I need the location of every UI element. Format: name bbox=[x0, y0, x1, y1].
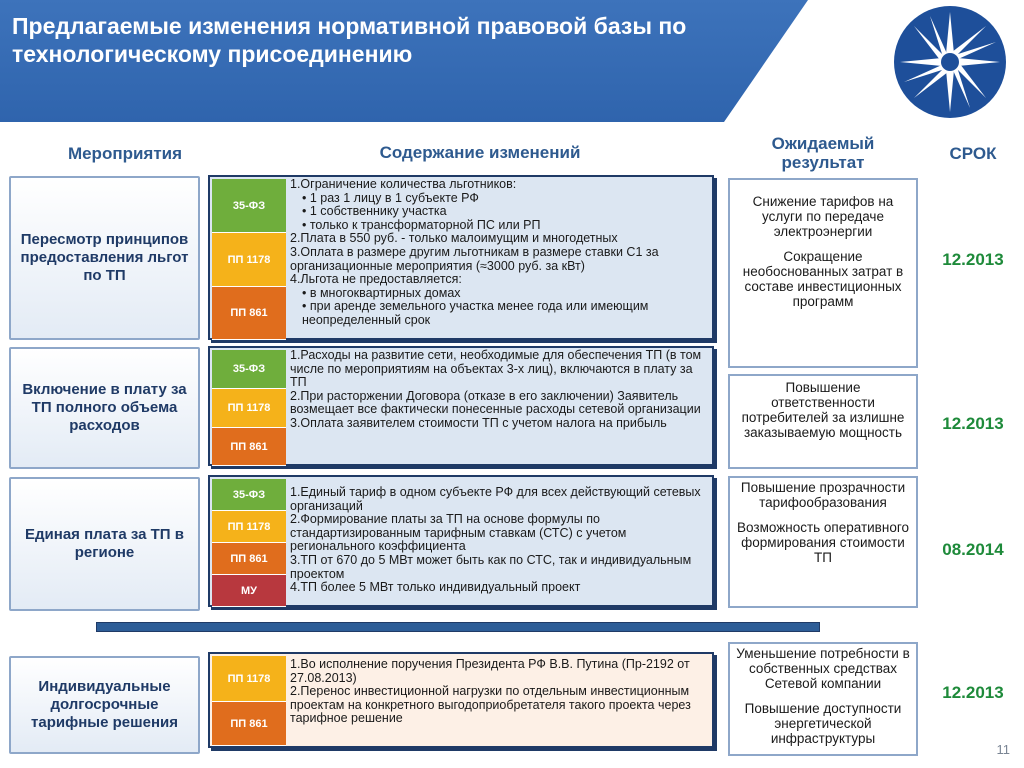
measure-box-2 bbox=[9, 347, 200, 469]
tag-mu: МУ bbox=[212, 575, 286, 607]
measure-label: Индивидуальные долгосрочные тарифные решения bbox=[31, 678, 178, 731]
tag-pp1178: ПП 1178 bbox=[212, 389, 286, 428]
content-line: • при аренде земельного участка менее года или имеющим неопределенный срок bbox=[302, 299, 649, 327]
measure-box-3 bbox=[9, 477, 200, 611]
tag-pp861: ПП 861 bbox=[212, 287, 286, 340]
content-text bbox=[288, 655, 710, 745]
content-text bbox=[288, 349, 710, 463]
section-divider bbox=[96, 622, 820, 632]
term-date-1: 12.2013 bbox=[942, 250, 1004, 269]
content-line: 1.Ограничение количества льготников: bbox=[290, 177, 517, 191]
result-text: Повышение доступности энергетической инфраструктуры bbox=[744, 701, 902, 746]
tag-column bbox=[212, 350, 286, 462]
result-box-4 bbox=[728, 642, 918, 756]
content-line: • 1 собственнику участка bbox=[302, 204, 447, 219]
slide-title: Предлагаемые изменения нормативной правовой базы по технологическому присоединению bbox=[12, 13, 687, 67]
page-number: 11 bbox=[996, 742, 1010, 757]
result-text: Снижение тарифов на услуги по передаче электроэнергии bbox=[752, 194, 894, 239]
result-box-1 bbox=[728, 178, 918, 368]
term-date-4: 12.2013 bbox=[942, 683, 1004, 702]
content-line: 1.Во исполнение поручения Президента РФ В.В. Путина (Пр-2192 от 27.08.2013) bbox=[290, 657, 690, 685]
tag-pp861: ПП 861 bbox=[212, 428, 286, 466]
tag-pp861: ПП 861 bbox=[212, 543, 286, 575]
content-line: 2.Перенос инвестиционной нагрузки по отдельным инвестиционным проектам на конкретного выгодоприобретателя такого проекта через тарифное решение bbox=[290, 684, 691, 726]
tag-pp1178: ПП 1178 bbox=[212, 233, 286, 287]
content-line: 2.Формирование платы за ТП на основе формулы по стандартизированным тарифным ставкам (СТС) с учетом регионального коэффициента bbox=[290, 512, 627, 554]
content-line: 1.Расходы на развитие сети, необходимые для обеспечения ТП (в том числе по мероприятиям на объектах 3-х лиц), включаются в плату за ТП bbox=[290, 348, 702, 390]
measure-label: Единая плата за ТП в регионе bbox=[25, 526, 184, 561]
content-line: 3.Оплата заявителем стоимости ТП с учетом налога на прибыль bbox=[290, 415, 667, 430]
content-line: 1.Единый тариф в одном субъекте РФ для всех действующий сетевых организаций bbox=[290, 485, 701, 513]
tag-35fz: 35-ФЗ bbox=[212, 479, 286, 511]
content-block-2 bbox=[208, 346, 714, 466]
tag-column bbox=[212, 479, 286, 603]
content-block-4 bbox=[208, 652, 714, 748]
measure-label: Пересмотр принципов предоставления льгот по ТП bbox=[20, 231, 189, 284]
measure-label: Включение в плату за ТП полного объема расходов bbox=[22, 381, 187, 434]
content-line: 3.Оплата в размере другим льготникам в размере ставки С1 за организационные мероприятия (≈3000 руб. за кВт) bbox=[290, 244, 659, 273]
column-header-term: СРОК bbox=[949, 144, 997, 163]
term-date-3: 08.2014 bbox=[942, 540, 1004, 559]
result-text: Повышение прозрачности тарифообразования bbox=[740, 480, 906, 510]
tag-column bbox=[212, 179, 286, 336]
content-line: 4.ТП более 5 МВт только индивидуальный проект bbox=[290, 580, 581, 595]
result-box-2 bbox=[728, 374, 918, 469]
content-line: • в многоквартирных домах bbox=[302, 285, 461, 300]
content-line: 2.При расторжении Договора (отказе в его заключении) Заявитель возмещает все фактически понесенные расходы сетевой организации bbox=[290, 388, 701, 417]
content-line: 2.Плата в 550 руб. - только малоимущим и многодетных bbox=[290, 231, 618, 246]
tag-35fz: 35-ФЗ bbox=[212, 179, 286, 233]
tag-pp861: ПП 861 bbox=[212, 702, 286, 746]
result-text: Сокращение необоснованных затрат в составе инвестиционных программ bbox=[742, 249, 904, 309]
content-text bbox=[288, 178, 710, 337]
result-text: Повышение ответственности потребителей за излишне заказываемую мощность bbox=[741, 380, 905, 440]
result-box-3 bbox=[728, 476, 918, 608]
term-date-2: 12.2013 bbox=[942, 414, 1004, 433]
column-header-measures: Мероприятия bbox=[67, 144, 183, 163]
content-line: 3.ТП от 670 до 5 МВт может быть как по СТС, так и индивидуальным проектом bbox=[290, 552, 692, 581]
content-line: 4.Льгота не предоставляется: bbox=[290, 272, 462, 287]
column-header-content: Содержание изменений bbox=[379, 143, 581, 162]
tag-pp1178: ПП 1178 bbox=[212, 656, 286, 702]
measure-box-1 bbox=[9, 176, 200, 340]
content-line: • 1 раз 1 лицу в 1 субъекте РФ bbox=[302, 190, 479, 205]
tag-pp1178: ПП 1178 bbox=[212, 511, 286, 543]
result-text: Возможность оперативного формирования стоимости ТП bbox=[737, 520, 909, 565]
tag-column bbox=[212, 656, 286, 744]
content-text bbox=[288, 478, 710, 604]
column-header-result: Ожидаемый результат bbox=[771, 134, 875, 172]
content-line: • только к трансформаторной ПС или РП bbox=[302, 217, 541, 232]
content-block-1 bbox=[208, 175, 714, 340]
content-block-3 bbox=[208, 475, 714, 607]
measure-box-4 bbox=[9, 656, 200, 754]
company-logo-icon bbox=[890, 2, 1010, 122]
tag-35fz: 35-ФЗ bbox=[212, 350, 286, 389]
result-text: Уменьшение потребности в собственных средствах Сетевой компании bbox=[736, 646, 910, 691]
